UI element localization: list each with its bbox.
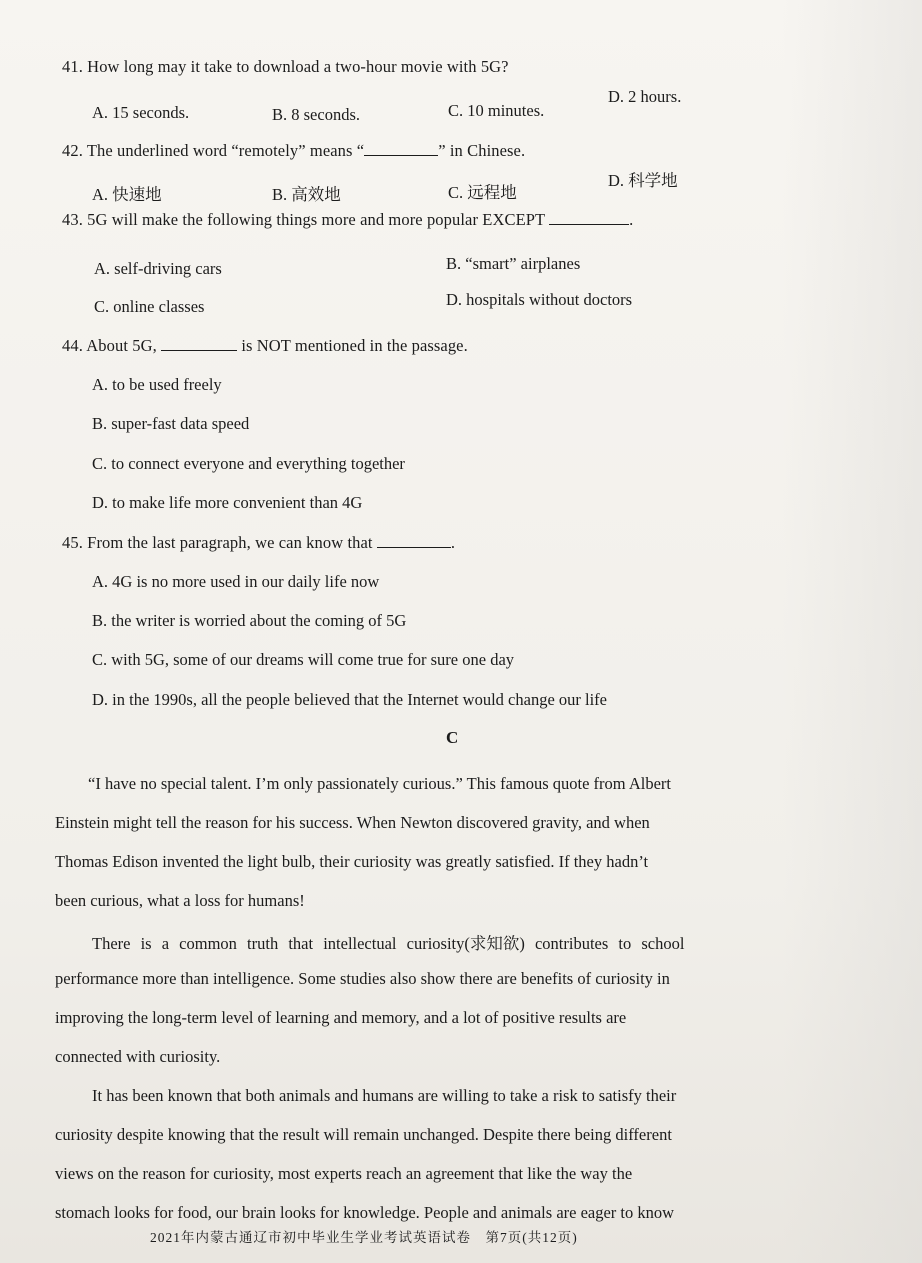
passage-line: Einstein might tell the reason for his success. When Newton discovered gravity, and when	[55, 813, 650, 832]
page-footer: 2021年内蒙古通辽市初中毕业生学业考试英语试卷 第7页(共12页)	[150, 1230, 578, 1245]
question-44	[62, 336, 468, 356]
answer-blank[interactable]	[364, 141, 438, 156]
option-44-d[interactable]: D. to make life more convenient than 4G	[92, 493, 363, 512]
question-42	[62, 141, 525, 161]
question-45	[62, 533, 455, 553]
question-stem: 5G will make the following things more and more popular EXCEPT	[87, 210, 545, 229]
bleed-through-shadow	[782, 0, 922, 1263]
option-42-c[interactable]: C. 远程地	[448, 183, 517, 202]
option-43-d[interactable]: D. hospitals without doctors	[446, 290, 633, 309]
question-stem-end: .	[629, 210, 634, 229]
question-stem: The underlined word “remotely” means “	[86, 141, 365, 160]
option-43-c[interactable]: C. online classes	[94, 297, 205, 316]
answer-blank[interactable]	[549, 210, 629, 225]
question-stem: How long may it take to download a two-hour movie with 5G?	[87, 57, 509, 76]
passage-line: curiosity despite knowing that the result will remain unchanged. Despite there being different	[55, 1125, 672, 1144]
option-44-b[interactable]: B. super-fast data speed	[92, 414, 250, 433]
passage-line: It has been known that both animals and humans are willing to take a risk to satisfy their	[92, 1086, 677, 1105]
passage-line: performance more than intelligence. Some studies also show there are benefits of curiosity in	[55, 969, 670, 988]
section-label: C	[446, 728, 459, 747]
passage-line: views on the reason for curiosity, most experts reach an agreement that like the way the	[55, 1164, 633, 1183]
option-42-b[interactable]: B. 高效地	[272, 185, 341, 204]
question-number: 43.	[62, 210, 83, 229]
question-number: 45.	[62, 533, 83, 552]
passage-line: “I have no special talent. I’m only passionately curious.” This famous quote from Albert	[88, 774, 672, 793]
passage-line: There is a common truth that intellectual curiosity(求知欲) contributes to school	[92, 934, 685, 953]
question-number: 41.	[62, 57, 83, 76]
passage-line: Thomas Edison invented the light bulb, their curiosity was greatly satisfied. If they hadn’t	[55, 852, 649, 871]
question-stem: From the last paragraph, we can know that	[87, 533, 373, 552]
question-41	[62, 57, 509, 77]
question-stem-end: ” in Chinese.	[438, 141, 526, 160]
option-43-b[interactable]: B. “smart” airplanes	[446, 254, 581, 273]
option-42-a[interactable]: A. 快速地	[92, 185, 162, 204]
option-45-c[interactable]: C. with 5G, some of our dreams will come true for sure one day	[92, 650, 515, 669]
question-43	[62, 210, 633, 230]
option-41-b[interactable]: B. 8 seconds.	[272, 105, 360, 124]
option-41-d[interactable]: D. 2 hours.	[608, 87, 682, 106]
option-43-a[interactable]: A. self-driving cars	[94, 259, 222, 278]
answer-blank[interactable]	[377, 533, 451, 548]
passage-line: been curious, what a loss for humans!	[55, 891, 305, 910]
option-41-a[interactable]: A. 15 seconds.	[92, 103, 190, 122]
option-45-d[interactable]: D. in the 1990s, all the people believed that the Internet would change our life	[92, 690, 608, 709]
passage-line: stomach looks for food, our brain looks for knowledge. People and animals are eager to know	[55, 1203, 675, 1222]
option-42-d[interactable]: D. 科学地	[608, 171, 678, 190]
option-44-c[interactable]: C. to connect everyone and everything together	[92, 454, 405, 473]
passage-line: improving the long-term level of learning and memory, and a lot of positive results are	[55, 1008, 627, 1027]
question-number: 44.	[62, 336, 83, 355]
answer-blank[interactable]	[161, 336, 237, 351]
question-stem: About 5G,	[86, 336, 157, 355]
option-41-c[interactable]: C. 10 minutes.	[448, 101, 545, 120]
question-stem-end: is NOT mentioned in the passage.	[241, 336, 468, 355]
passage-line: connected with curiosity.	[55, 1047, 221, 1066]
question-number: 42.	[62, 141, 83, 160]
option-44-a[interactable]: A. to be used freely	[92, 375, 222, 394]
option-45-a[interactable]: A. 4G is no more used in our daily life now	[92, 572, 380, 591]
question-stem-end: .	[450, 533, 456, 552]
option-45-b[interactable]: B. the writer is worried about the coming of 5G	[92, 611, 407, 630]
